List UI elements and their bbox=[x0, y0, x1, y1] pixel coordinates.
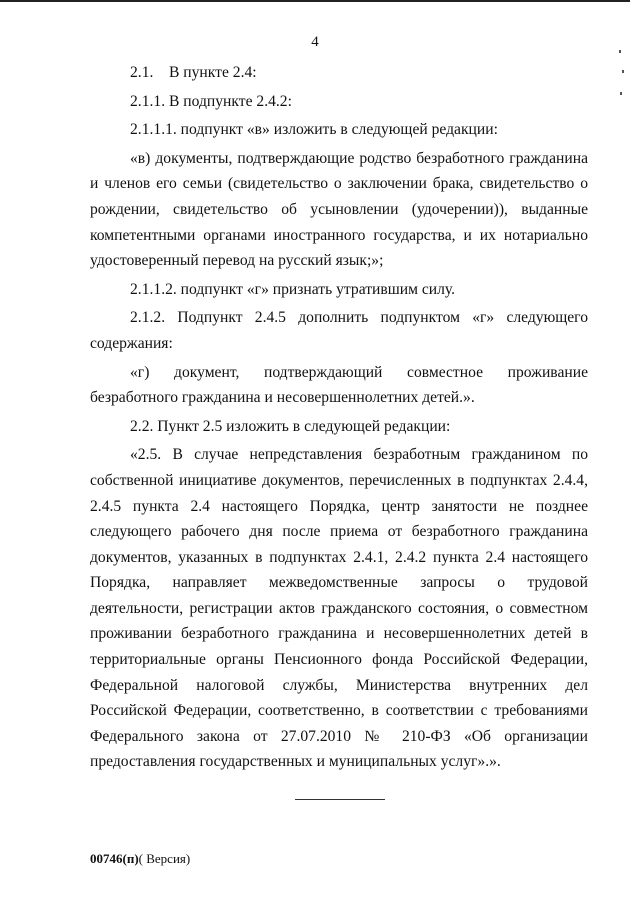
paragraph: 2.1.1.1. подпункт «в» изложить в следующей редакции: bbox=[130, 121, 498, 139]
scan-top-edge bbox=[0, 0, 630, 2]
document-code-number: 00746(п) bbox=[90, 851, 139, 866]
document-code bbox=[90, 851, 190, 867]
separator-line bbox=[295, 799, 385, 800]
scan-speck bbox=[620, 92, 622, 95]
paragraph: 2.1. В пункте 2.4: bbox=[130, 64, 257, 81]
paragraph: 2.1.1.2. подпункт «г» признать утратившим силу. bbox=[130, 280, 456, 298]
paragraph: 2.1.1. В подпункте 2.4.2: bbox=[130, 92, 292, 110]
paragraph: 2.1.2. Подпункт 2.4.5 дополнить подпунктом «г» следующего содержания: bbox=[90, 309, 588, 352]
paragraph: «2.5. В случае непредставления безработным гражданином по собственной инициативе документов, перечисленных в подпунктах 2.4.4, 2.4.5 пункта 2.4 настоящего Порядка, центр занятости не позднее следующего рабочего дня после приема от безработного гражданина документов, указанных в подпунктах 2.4.1, 2.4.2 пункта 2.4 настоящего Порядка, направляет межведомственные запросы о трудовой деятельности, регистрации актов гражданского состояния, о совместном проживании безработного гражданина и несовершеннолетних детей в территориальные органы Пенсионного фонда Российской Федерации, Федеральной налоговой службы, Министерства внутренних дел Российской Федерации, соответственно, в соответствии с требованиями Федерального закона от 27.07.2010 № 210-ФЗ «Об организации предоставления государственных и муниципальных услуг».». bbox=[90, 446, 588, 771]
paragraph: «г) документ, подтверждающий совместное проживание безработного гражданина и несовершеннолетних детей.». bbox=[90, 363, 588, 407]
paragraph: 2.2. Пункт 2.5 изложить в следующей редакции: bbox=[130, 417, 451, 435]
document-body bbox=[90, 60, 588, 775]
page-number: 4 bbox=[311, 34, 319, 50]
paragraph: «в) документы, подтверждающие родство безработного гражданина и членов его семьи (свидетельство о заключении брака, свидетельство о рождении, свидетельство об усыновлении (удочерении)), выданные компетентными органами иностранного государства, и их нотариально удостоверенный перевод на русский язык;»; bbox=[90, 149, 588, 270]
scan-speck bbox=[622, 70, 624, 73]
document-version: ( Версия) bbox=[138, 851, 191, 866]
scan-speck bbox=[619, 50, 621, 53]
